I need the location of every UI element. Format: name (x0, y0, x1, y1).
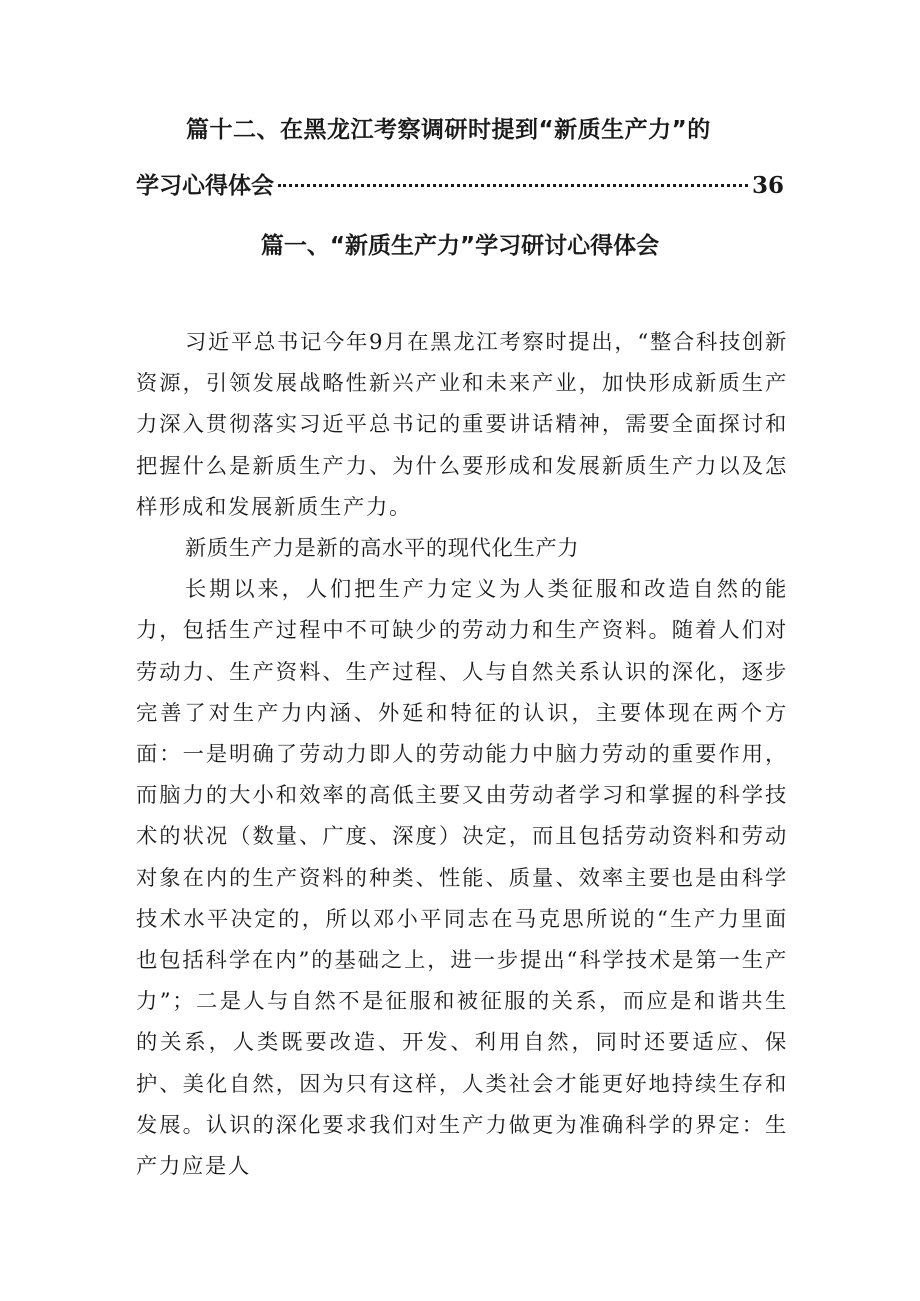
article-body (136, 322, 788, 1187)
article-heading: 篇一、“新质生产力”学习研讨心得体会 (260, 233, 660, 259)
body-paragraph: 习近平总书记今年9月在黑龙江考察时提出，“整合科技创新资源，引领发展战略性新兴产业和未来产业，加快形成新质生产力深入贯彻落实习近平总书记的重要讲话精神，需要全面探讨和把握什么是新质生产力、为什么要形成和发展新质生产力以及怎样形成和发展新质生产力。 (136, 330, 788, 520)
toc-entry-title-line1[interactable]: 篇十二、在黑龙江考察调研时提到“新质生产力”的 (186, 117, 711, 143)
toc-entry-title-line2: 学习心得体会 (136, 173, 274, 199)
section-subheading: 新质生产力是新的高水平的现代化生产力 (184, 536, 580, 562)
toc-dot-leader (278, 184, 748, 187)
body-paragraph: 长期以来，人们把生产力定义为人类征服和改造自然的能力，包括生产过程中不可缺少的劳动力和生产资料。随着人们对劳动力、生产资料、生产过程、人与自然关系认识的深化，逐步完善了对生产力内涵、外延和特征的认识，主要体现在两个方面：一是明确了劳动力即人的劳动能力中脑力劳动的重要作用，而脑力的大小和效率的高低主要又由劳动者学习和掌握的科学技术的状况（数量、广度、深度）决定，而且包括劳动资料和劳动对象在内的生产资料的种类、性能、质量、效率主要也是由科学技术水平决定的，所以邓小平同志在马克思所说的“生产力里面也包括科学在内”的基础之上，进一步提出“科学技术是第一生产力”；二是人与自然不是征服和被征服的关系，而应是和谐共生的关系，人类既要改造、开发、利用自然，同时还要适应、保护、美化自然，因为只有这样，人类社会才能更好地持续生存和发展。认识的深化要求我们对生产力做更为准确科学的界定：生产力应是人 (136, 577, 788, 1180)
toc-entry-line2[interactable] (136, 170, 784, 204)
toc-entry-page-number: 36 (751, 172, 784, 199)
